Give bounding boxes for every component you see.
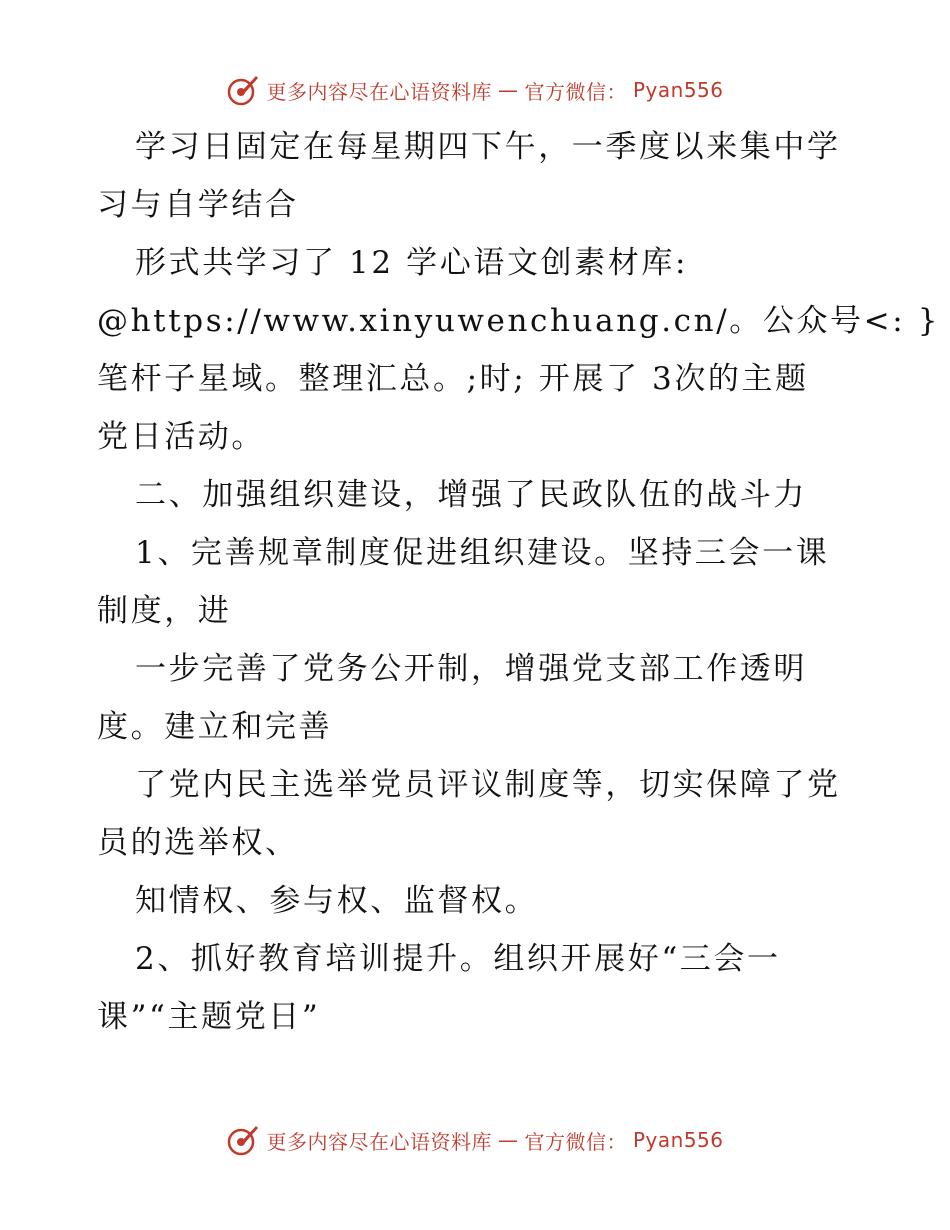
footer-wechat-label: 官方微信： [524,1129,627,1154]
body-line: 度。建立和完善 [97,709,333,745]
header-site-name: 更多内容尽在心语资料库 [266,79,492,104]
document-body [97,118,941,1046]
footer-watermark [0,1118,950,1162]
body-line: 一步完善了党务公开制，增强党支部工作透明 [135,651,807,687]
body-line: 党日活动。 [97,419,265,455]
body-line: 课”“主题党日” [97,999,321,1035]
header-wechat-handle: Pyan556 [632,78,724,102]
footer-wechat-handle: Pyan556 [632,1128,724,1152]
body-line: @https://www.xinyuwenchuang.cn/。公众号<: } [97,303,941,339]
body-line: 二、加强组织建设，增强了民政队伍的战斗力 [135,477,807,513]
header-wechat-label: 官方微信： [524,79,627,104]
body-line: 形式共学习了 12 学心语文创素材库: [135,245,688,281]
header-dash: — [497,78,519,102]
body-line: 2、抓好教育培训提升。组织开展好“三会一 [135,941,781,977]
body-line: 员的选举权、 [97,825,299,861]
body-line: 制度，进 [97,593,232,629]
body-line: 笔杆子星域。整理汇总。;时; 开展了 3次的主题 [97,361,809,397]
quill-pen-logo-icon [226,1123,260,1157]
quill-pen-logo-icon [226,73,260,107]
header-watermark [0,68,950,112]
body-line: 1、完善规章制度促进组织建设。坚持三会一课 [135,535,830,571]
footer-dash: — [497,1128,519,1152]
body-line: 习与自学结合 [97,187,299,223]
footer-site-name: 更多内容尽在心语资料库 [266,1129,492,1154]
body-line: 知情权、参与权、监督权。 [135,883,539,919]
body-line: 了党内民主选举党员评议制度等，切实保障了党 [135,767,841,803]
body-line: 学习日固定在每星期四下午，一季度以来集中学 [135,129,841,165]
